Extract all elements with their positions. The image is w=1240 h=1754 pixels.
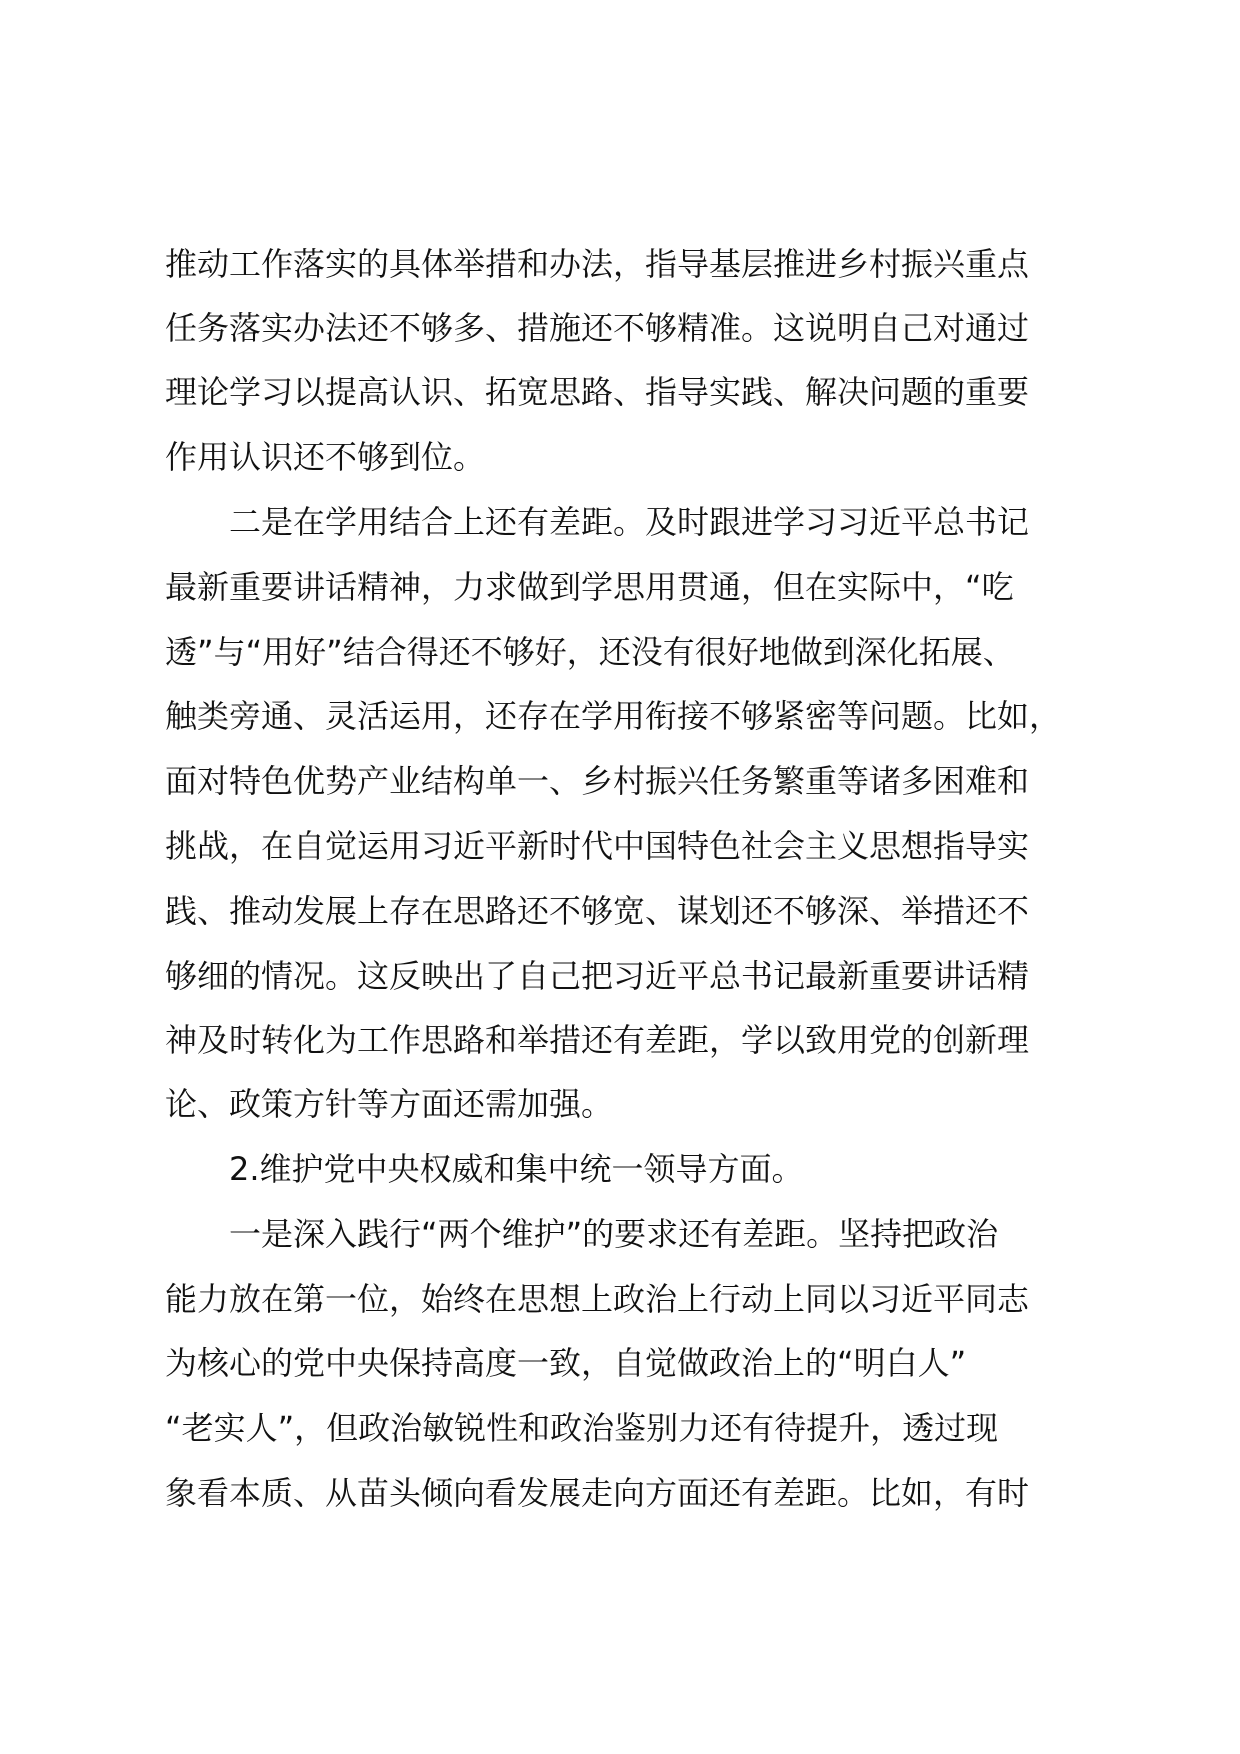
text-line: 面对特色优势产业结构单一、乡村振兴任务繁重等诸多困难和 [165, 762, 1030, 800]
text-line: 透”与“用好”结合得还不够好，还没有很好地做到深化拓展、 [165, 633, 1015, 671]
text-line: 理论学习以提高认识、拓宽思路、指导实践、解决问题的重要 [165, 373, 1030, 411]
paragraph-start-line: 一是深入践行“两个维护”的要求还有差距。坚持把政治 [229, 1215, 999, 1253]
text-line: 践、推动发展上存在思路还不够宽、谋划还不够深、举措还不 [165, 892, 1030, 930]
text-line: 作用认识还不够到位。 [165, 438, 486, 476]
text-line: “老实人”，但政治敏锐性和政治鉴别力还有待提升，透过现 [165, 1409, 999, 1447]
text-line: 神及时转化为工作思路和举措还有差距，学以致用党的创新理 [165, 1021, 1030, 1059]
section-heading: 2.维护党中央权威和集中统一领导方面。 [229, 1150, 804, 1188]
text-line: 推动工作落实的具体举措和办法，指导基层推进乡村振兴重点 [165, 245, 1030, 283]
text-line: 任务落实办法还不够多、措施还不够精准。这说明自己对通过 [165, 309, 1030, 347]
text-line: 能力放在第一位，始终在思想上政治上行动上同以习近平同志 [165, 1280, 1030, 1318]
text-line: 够细的情况。这反映出了自己把习近平总书记最新重要讲话精 [165, 957, 1030, 995]
text-line: 挑战，在自觉运用习近平新时代中国特色社会主义思想指导实 [165, 827, 1030, 865]
paragraph-start-line: 二是在学用结合上还有差距。及时跟进学习习近平总书记 [229, 503, 1030, 541]
text-line: 为核心的党中央保持高度一致，自觉做政治上的“明白人” [165, 1344, 967, 1382]
text-line: 象看本质、从苗头倾向看发展走向方面还有差距。比如，有时 [165, 1474, 1030, 1512]
text-line: 最新重要讲话精神，力求做到学思用贯通，但在实际中，“吃 [165, 568, 1014, 606]
text-line: 触类旁通、灵活运用，还存在学用衔接不够紧密等问题。比如， [165, 697, 1062, 735]
text-line: 论、政策方针等方面还需加强。 [165, 1085, 614, 1123]
